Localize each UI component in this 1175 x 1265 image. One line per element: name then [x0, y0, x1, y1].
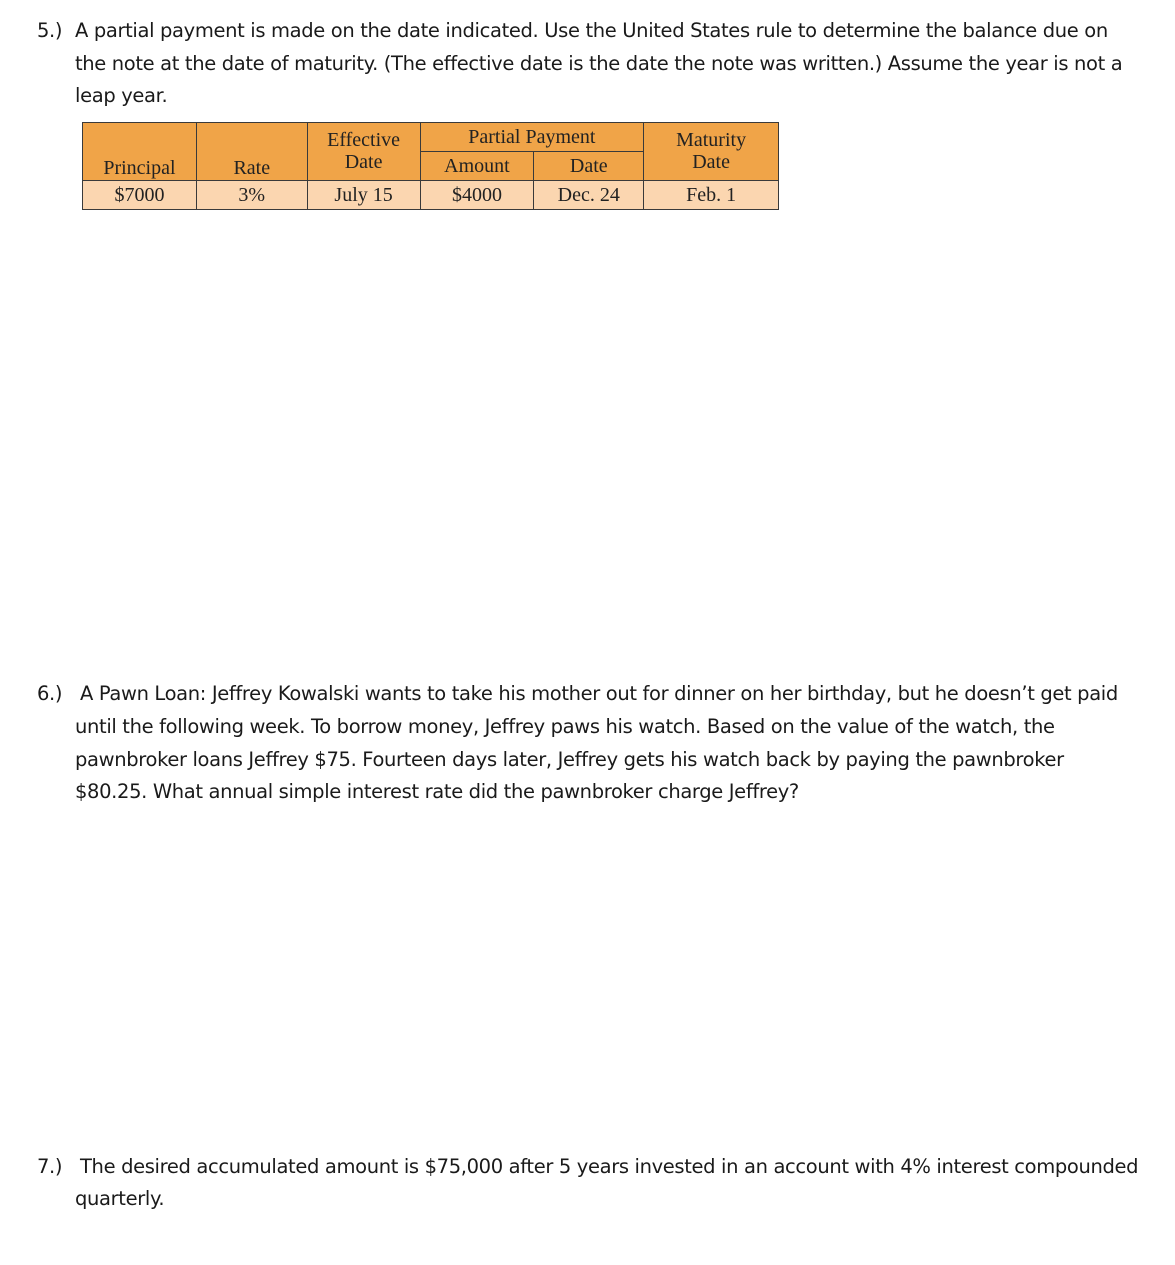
problem-5-text-line: the note at the date of maturity. (The effective date is the date the note was written.) Assume the year is not a — [75, 52, 1123, 75]
problem-6-text-line: $80.25. What annual simple interest rate did the pawnbroker charge Jeffrey? — [75, 780, 799, 803]
payment-date-value: Dec. 24 — [534, 180, 644, 209]
promissory-note-table — [82, 122, 779, 210]
maturity-date-value: Feb. 1 — [644, 180, 779, 209]
problem-7-text-line: quarterly. — [75, 1187, 165, 1210]
payment-amount-header: Amount — [420, 152, 534, 180]
rate-header: Rate — [196, 123, 307, 181]
problem-5-text-line: A partial payment is made on the date indicated. Use the United States rule to determine the balance due on — [75, 19, 1108, 42]
payment-amount-value: $4000 — [420, 180, 534, 209]
principal-header: Principal — [83, 123, 197, 181]
rate-value: 3% — [196, 180, 307, 209]
problem-6-text-line: A Pawn Loan: Jeffrey Kowalski wants to take his mother out for dinner on her birthday, but he doesn’t get paid — [80, 682, 1118, 705]
problem-6-number: 6.) — [37, 682, 63, 705]
maturity-date-header: Maturity Date — [644, 123, 779, 181]
problem-7-text-line: The desired accumulated amount is $75,000 after 5 years invested in an account with 4% interest compounded — [80, 1155, 1139, 1178]
principal-value: $7000 — [83, 180, 197, 209]
problem-7-number: 7.) — [37, 1155, 63, 1178]
partial-payment-header: Partial Payment — [420, 123, 644, 152]
payment-date-header: Date — [534, 152, 644, 180]
problem-6-text-line: pawnbroker loans Jeffrey $75. Fourteen days later, Jeffrey gets his watch back by paying the pawnbroker — [75, 748, 1064, 771]
problem-6-text-line: until the following week. To borrow money, Jeffrey paws his watch. Based on the value of the watch, the — [75, 715, 1055, 738]
effective-date-header: Effective Date — [307, 123, 420, 181]
effective-date-value: July 15 — [307, 180, 420, 209]
problem-5-number: 5.) — [37, 19, 63, 42]
problem-5-text-line: leap year. — [75, 84, 168, 107]
